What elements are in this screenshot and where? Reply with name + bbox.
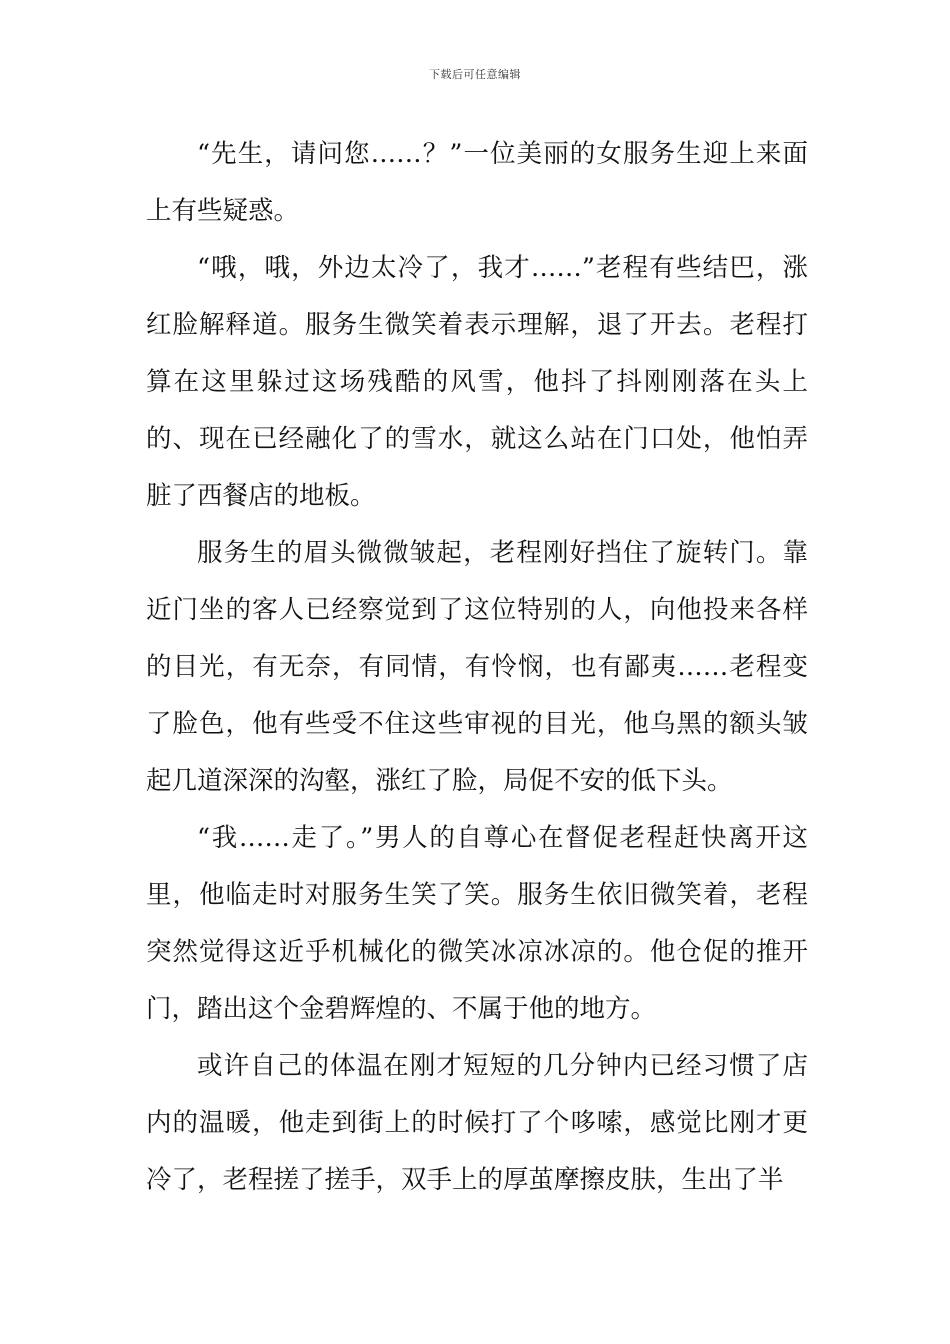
paragraph-1: “先生，请问您……？”一位美丽的女服务生迎上来面上有些疑惑。 [146, 139, 808, 226]
paragraph-4: “我……走了。”男人的自尊心在督促老程赶快离开这里，他临走时对服务生笑了笑。服务生依旧微笑着，老程突然觉得这近乎机械化的微笑冰凉冰凉的。他仓促的推开门，踏出这个金碧辉煌的、不属于他的地方。 [146, 823, 808, 1024]
page-header-note: 下载后可任意编辑 [429, 68, 521, 81]
paragraph-5: 或许自己的体温在刚才短短的几分钟内已经习惯了店内的温暖，他走到街上的时候打了个哆嗦，感觉比刚才更冷了，老程搓了搓手，双手上的厚茧摩擦皮肤，生出了半 [146, 1051, 808, 1195]
paragraph-2: “哦，哦，外边太冷了，我才……”老程有些结巴，涨红脸解释道。服务生微笑着表示理解，退了开去。老程打算在这里躲过这场残酷的风雪，他抖了抖刚刚落在头上的、现在已经融化了的雪水，就这么站在门口处，他怕弄脏了西餐店的地板。 [146, 253, 808, 511]
document-body [146, 126, 808, 1209]
paragraph-3: 服务生的眉头微微皱起，老程刚好挡住了旋转门。靠近门坐的客人已经察觉到了这位特别的人，向他投来各样的目光，有无奈，有同情，有怜悯，也有鄙夷……老程变了脸色，他有些受不住这些审视的目光，他乌黑的额头皱起几道深深的沟壑，涨红了脸，局促不安的低下头。 [146, 538, 808, 796]
